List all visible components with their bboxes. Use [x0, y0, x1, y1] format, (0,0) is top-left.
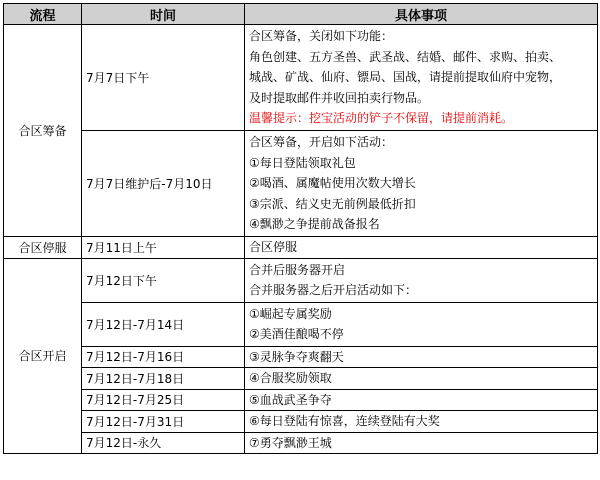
details-cell: ⑥每日登陆有惊喜，连续登陆有大奖 [245, 411, 598, 433]
header-time: 时间 [82, 4, 245, 25]
table-row [4, 302, 598, 346]
details-line: 合并服务器之后开启活动如下： [249, 283, 418, 297]
details-line: ②美酒佳酿喝不停 [249, 327, 344, 341]
table-row [4, 411, 598, 433]
details-line: 城战、矿战、仙府、镖局、国战，请提前提取仙府中宠物， [249, 70, 562, 85]
schedule-table [3, 3, 598, 454]
header-process: 流程 [4, 4, 82, 25]
table-row [4, 389, 598, 411]
time-cell: 7月12日-7月14日 [82, 302, 245, 346]
header-details: 具体事项 [245, 4, 598, 25]
details-cell: 合区停服 [245, 237, 598, 259]
table-row [4, 346, 598, 368]
time-cell: 7月7日维护后-7月10日 [82, 131, 245, 237]
time-cell: 7月12日-7月31日 [82, 411, 245, 433]
details-line: ①崛起专属奖励 [249, 306, 332, 321]
time-cell: 7月12日-永久 [82, 432, 245, 454]
time-cell: 7月12日-7月18日 [82, 368, 245, 390]
phase-prep: 合区筹备 [4, 25, 82, 237]
details-line: ②喝酒、属魔帖使用次数大增长 [249, 176, 416, 191]
details-cell: ③灵脉争夺爽翻天 [245, 346, 598, 368]
phase-open: 合区开启 [4, 258, 82, 454]
table-row [4, 368, 598, 390]
table-row [4, 432, 598, 454]
details-line: 角色创建、五方圣兽、武圣战、结婚、邮件、求购、拍卖、 [249, 49, 562, 64]
time-cell: 7月11日上午 [82, 237, 245, 259]
details-cell: ⑤血战武圣争夺 [245, 389, 598, 411]
phase-stop: 合区停服 [4, 237, 82, 259]
details-cell [245, 302, 598, 346]
table-row [4, 237, 598, 259]
table-row [4, 131, 598, 237]
details-line: ③宗派、结义史无前例最低折扣 [249, 196, 416, 211]
table-row [4, 258, 598, 302]
details-cell [245, 258, 598, 302]
time-cell: 7月7日下午 [82, 25, 245, 131]
details-line: 及时提取邮件并收回拍卖行物品。 [249, 90, 430, 105]
details-line: ①每日登陆领取礼包 [249, 155, 356, 170]
warning-text: 温馨提示：挖宝活动的铲子不保留，请提前消耗。 [249, 111, 514, 126]
details-cell: ④合服奖励领取 [245, 368, 598, 390]
details-line: 合并后服务器开启 [249, 262, 346, 277]
header-row [4, 4, 598, 25]
table-row [4, 25, 598, 131]
details-cell: ⑦勇夺飘渺王城 [245, 432, 598, 454]
details-line: ④飘渺之争提前战备报名 [249, 217, 380, 232]
time-cell: 7月12日下午 [82, 258, 245, 302]
details-line: 合区筹备，关闭如下功能： [249, 29, 394, 44]
details-cell [245, 25, 598, 131]
time-cell: 7月12日-7月16日 [82, 346, 245, 368]
time-cell: 7月12日-7月25日 [82, 389, 245, 411]
details-cell [245, 131, 598, 237]
details-line: 合区筹备，开启如下活动： [249, 135, 394, 150]
